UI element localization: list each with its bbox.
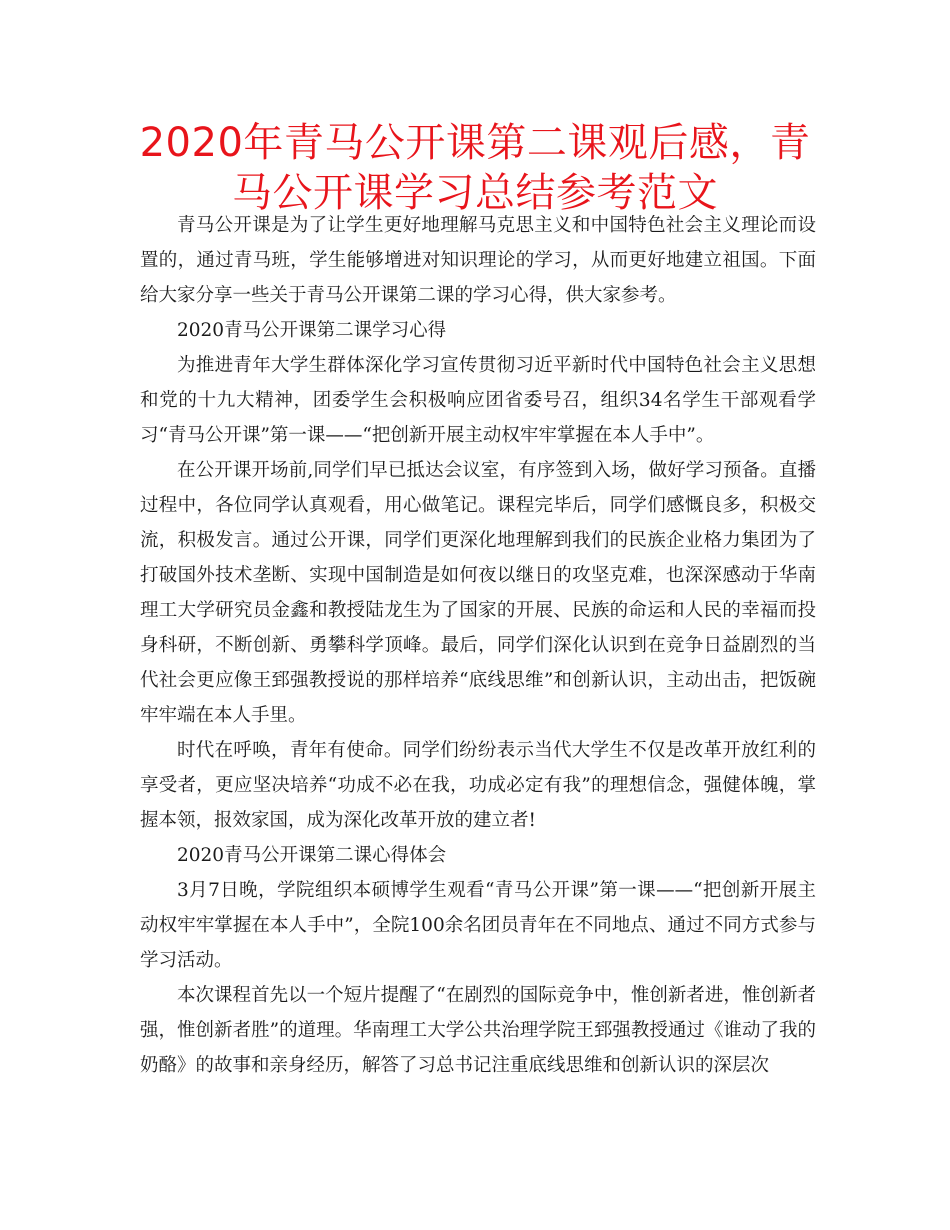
section-heading-experience: 2020青马公开课第二课心得体会 — [177, 845, 447, 866]
paragraph: 3月7日晚，学院组织本硕博学生观看“青马公开课”第一课——“把创新开展主动权牢牢掌握在本人手中”，全院100余名团员青年在不同地点、通过不同方式参与学习活动。 — [140, 880, 816, 971]
paragraph: 在公开课开场前,同学们早已抵达会议室，有序签到入场，做好学习预备。直播过程中，各位同学认真观看，用心做笔记。课程完毕后，同学们感慨良多，积极交流，积极发言。通过公开课，同学们更深化地理解到我们的民族企业格力集团为了打破国外技术垄断、实现中国制造是如何夜以继日的攻坚克难，也深深感动于华南理工大学研究员金鑫和教授陆龙生为了国家的开展、民族的命运和人民的幸福而投身科研，不断创新、勇攀科学顶峰。最后，同学们深化认识到在竞争日益剧烈的当代社会更应像王郅强教授说的那样培养“底线思维”和创新认识，主动出击，把饭碗牢牢端在本人手里。 — [140, 460, 816, 726]
document-body — [140, 208, 816, 1083]
document-title: 2020年青马公开课第二课观后感，青马公开课学习总结参考范文 — [139, 120, 811, 216]
paragraph: 为推进青年大学生群体深化学习宣传贯彻习近平新时代中国特色社会主义思想和党的十九大精神，团委学生会积极响应团省委号召，组织34名学生干部观看学习“青马公开课”第一课——“把创新开展主动权牢牢掌握在本人手中”。 — [140, 355, 816, 446]
paragraph: 本次课程首先以一个短片提醒了“在剧烈的国际竞争中，惟创新者进，惟创新者强，惟创新者胜”的道理。华南理工大学公共治理学院王郅强教授通过《谁动了我的奶酪》的故事和亲身经历，解答了习总书记注重底线思维和创新认识的深层次 — [140, 985, 816, 1076]
paragraph: 时代在呼唤，青年有使命。同学们纷纷表示当代大学生不仅是改革开放红利的享受者，更应坚决培养“功成不必在我，功成必定有我”的理想信念，强健体魄，掌握本领，报效家国，成为深化改革开放的建立者! — [140, 740, 816, 831]
section-heading-study-notes: 2020青马公开课第二课学习心得 — [177, 320, 447, 341]
paragraph-intro: 青马公开课是为了让学生更好地理解马克思主义和中国特色社会主义理论而设置的，通过青马班，学生能够增进对知识理论的学习，从而更好地建立祖国。下面给大家分享一些关于青马公开课第二课的学习心得，供大家参考。 — [140, 215, 816, 306]
